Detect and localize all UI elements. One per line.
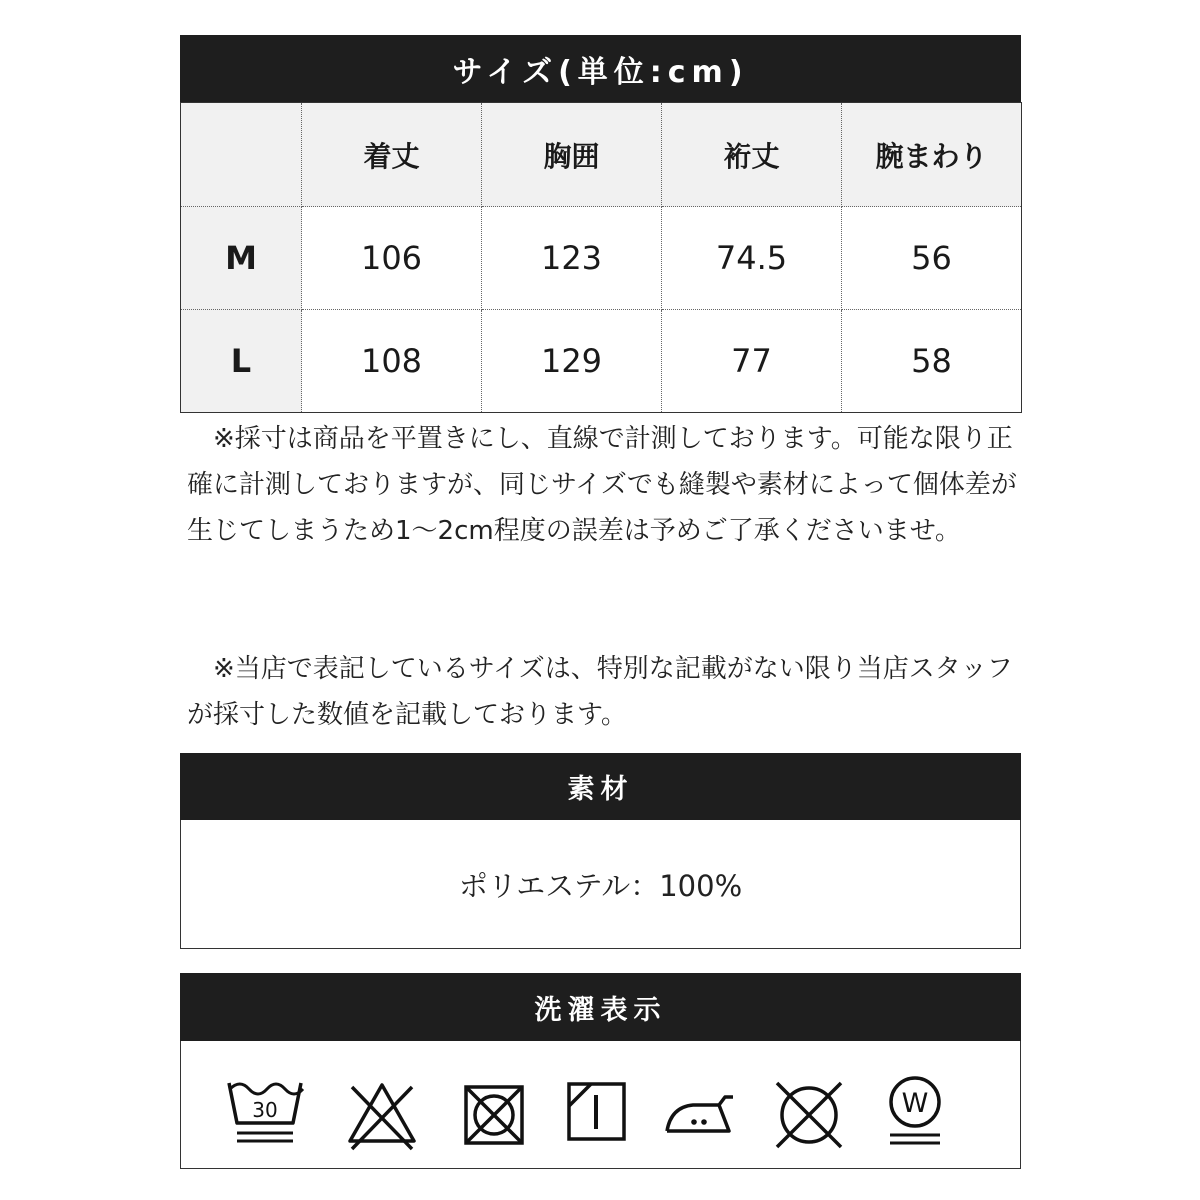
material-content: ポリエステル：100% xyxy=(458,868,743,903)
size-table-corner xyxy=(181,103,302,207)
no-tumble-dry-icon xyxy=(463,1081,525,1147)
table-row xyxy=(181,310,1022,413)
care-icons-box xyxy=(180,1041,1021,1169)
row-label-size: M xyxy=(181,207,302,310)
size-section-title: サイズ(単位:cm) xyxy=(180,35,1021,102)
iron-low-icon xyxy=(663,1093,737,1137)
material-content-box xyxy=(180,820,1021,949)
wet-clean-gentle-icon xyxy=(886,1075,944,1147)
table-cell: 108 xyxy=(302,310,482,413)
wash-temperature-label: 30 xyxy=(252,1098,278,1122)
no-dry-clean-icon xyxy=(773,1079,845,1151)
material-section-title: 素材 xyxy=(180,753,1021,820)
measurement-note: ※採寸は商品を平置きにし、直線で計測しております。可能な限り正確に計測しておりますが、同じサイズでも縫製や素材によって個体差が生じてしまうため1〜2cm程度の誤差は予めご了承くださいませ。 xyxy=(187,424,1017,546)
size-table-header-row xyxy=(181,103,1022,207)
table-cell: 123 xyxy=(482,207,662,310)
column-header-sleeve-length: 裄丈 xyxy=(662,103,842,207)
column-header-chest: 胸囲 xyxy=(482,103,662,207)
sizing-source-note: ※当店で表記しているサイズは、特別な記載がない限り当店スタッフが採寸した数値を記載しております。 xyxy=(187,654,1013,730)
wash-30-gentle-icon xyxy=(225,1077,307,1149)
drip-dry-shade-icon xyxy=(566,1081,628,1143)
table-cell: 56 xyxy=(842,207,1022,310)
no-bleach-icon xyxy=(346,1079,418,1151)
table-cell: 129 xyxy=(482,310,662,413)
row-label-size: L xyxy=(181,310,302,413)
table-row xyxy=(181,207,1022,310)
table-cell: 106 xyxy=(302,207,482,310)
table-cell: 74.5 xyxy=(662,207,842,310)
column-header-length: 着丈 xyxy=(302,103,482,207)
table-cell: 58 xyxy=(842,310,1022,413)
size-table xyxy=(180,102,1022,413)
column-header-arm-circumference: 腕まわり xyxy=(842,103,1022,207)
care-section-title: 洗濯表示 xyxy=(180,973,1021,1041)
table-cell: 77 xyxy=(662,310,842,413)
wet-clean-label: W xyxy=(901,1088,929,1119)
